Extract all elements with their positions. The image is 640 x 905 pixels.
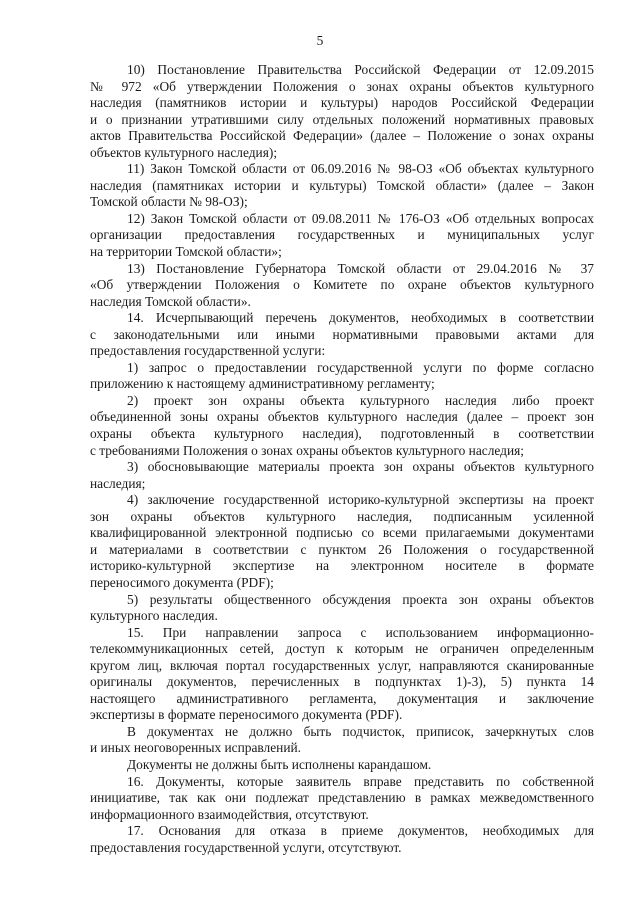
list-item-3-supporting-materials [90,459,594,492]
text-line: 4) заключение государственной историко-культурной экспертизы на проект [127,492,594,508]
list-item-11-regional-law-98 [90,161,594,211]
text-line: Томской области № 98-ОЗ); [90,194,248,210]
text-line: информационного взаимодействия, отсутствуют. [90,806,369,822]
text-line: актов Правительства Российской Федерации» (далее – Положение о зонах охраны [90,128,594,144]
text-line: 2) проект зон охраны объекта культурного наследия либо проект [127,392,594,408]
text-line: и о признании утратившими силу отдельных положений нормативных правовых [90,111,594,127]
text-line: и иных неоговоренных исправлений. [90,740,302,756]
text-line: с законодательными или иными нормативными правовыми актами для [90,326,594,342]
text-line: 13) Постановление Губернатора Томской области от 29.04.2016 № 37 [127,260,594,276]
text-line: экспертизы в формате переносимого документа (PDF). [90,707,403,723]
text-line: объединенной зоны охраны объектов культурного наследия (далее – проект зон [90,409,594,425]
text-line: 1) запрос о предоставлении государственной услуги по форме согласно [127,359,594,375]
text-line: 14. Исчерпывающий перечень документов, необходимых в соответствии [127,310,594,326]
section-16-optional-documents [90,774,594,824]
text-line: телекоммуникационных сетей, доступ к которым не ограничен определенным [90,641,594,657]
list-item-10-government-decree [90,62,594,161]
text-line: предоставления государственной услуги: [90,343,326,359]
list-item-5-public-discussion [90,592,594,625]
text-line: 3) обосновывающие материалы проекта зон охраны объектов культурного [127,459,594,475]
text-line: на территории Томской области»; [90,244,282,260]
section-15-electronic-submission [90,625,594,724]
text-line: В документах не должно быть подчисток, приписок, зачеркнутых слов [127,723,594,739]
list-item-12-regional-law-176 [90,211,594,261]
text-line: охраны объекта культурного наследия), подготовленный в соответствии [90,426,594,442]
text-line: кругом лиц, включая портал государственных услуг, направляются сканированные [90,657,594,673]
text-line: культурного наследия. [90,608,218,624]
text-line: организации предоставления государственных и муниципальных услуг [90,227,594,243]
section-14-documents-list [90,310,594,360]
text-line: 5) результаты общественного обсуждения проекта зон охраны объектов [127,591,594,607]
list-item-4-expert-conclusion [90,492,594,591]
text-line: наследия (памятниках истории и культуры) Томской области» (далее – Закон [90,177,594,193]
text-line: наследия Томской области». [90,293,251,309]
text-line: зон охраны объектов культурного наследия, подписанным усиленной [90,508,594,524]
text-line: инициативе, так как они подлежат представлению в рамках межведомственного [90,790,594,806]
text-line: квалифицированной электронной подписью со всеми прилагаемыми документами [90,525,594,541]
paragraph-no-pencil [90,757,594,774]
section-17-refusal-grounds [90,823,594,856]
list-item-1-request [90,360,594,393]
text-line: предоставления государственной услуги, отсутствуют. [90,839,402,855]
text-line: № 972 «Об утверждении Положения о зонах охраны объектов культурного [90,78,594,94]
list-item-2-protection-zone-project [90,393,594,459]
text-line: 16. Документы, которые заявитель вправе представить по собственной [127,773,594,789]
text-line: 12) Закон Томской области от 09.08.2011 № 176-ОЗ «Об отдельных вопросах [127,210,594,226]
paragraph-no-corrections [90,724,594,757]
text-line: «Об утверждении Положения о Комитете по охране объектов культурного [90,277,594,293]
text-line: наследия (памятников истории и культуры) народов Российской Федерации [90,95,594,111]
page-number: 5 [316,33,324,48]
text-line: и материалами в соответствии с пунктом 26 Положения о государственной [90,541,594,557]
text-line: наследия; [90,475,146,491]
text-line: оригиналы документов, перечисленных в подпунктах 1)-3), 5) пункта 14 [90,674,594,690]
text-line: с требованиями Положения о зонах охраны объектов культурного наследия; [90,442,525,458]
text-line: 10) Постановление Правительства Российской Федерации от 12.09.2015 [127,62,594,77]
text-line: объектов культурного наследия); [90,144,278,160]
text-line: историко-культурной экспертизе на электронном носителе в формате [90,558,594,574]
document-body [90,62,594,856]
text-line: Документы не должны быть исполнены карандашом. [127,756,432,772]
text-line: приложению к настоящему административному регламенту; [90,376,435,392]
text-line: 11) Закон Томской области от 06.09.2016 № 98-ОЗ «Об объектах культурного [127,161,594,177]
text-line: переносимого документа (PDF); [90,574,274,590]
text-line: 15. При направлении запроса с использованием информационно- [127,624,594,640]
text-line: настоящего административного регламента, документация и заключение [90,690,594,706]
list-item-13-governor-decree [90,261,594,311]
text-line: 17. Основания для отказа в приеме документов, необходимых для [127,823,594,839]
